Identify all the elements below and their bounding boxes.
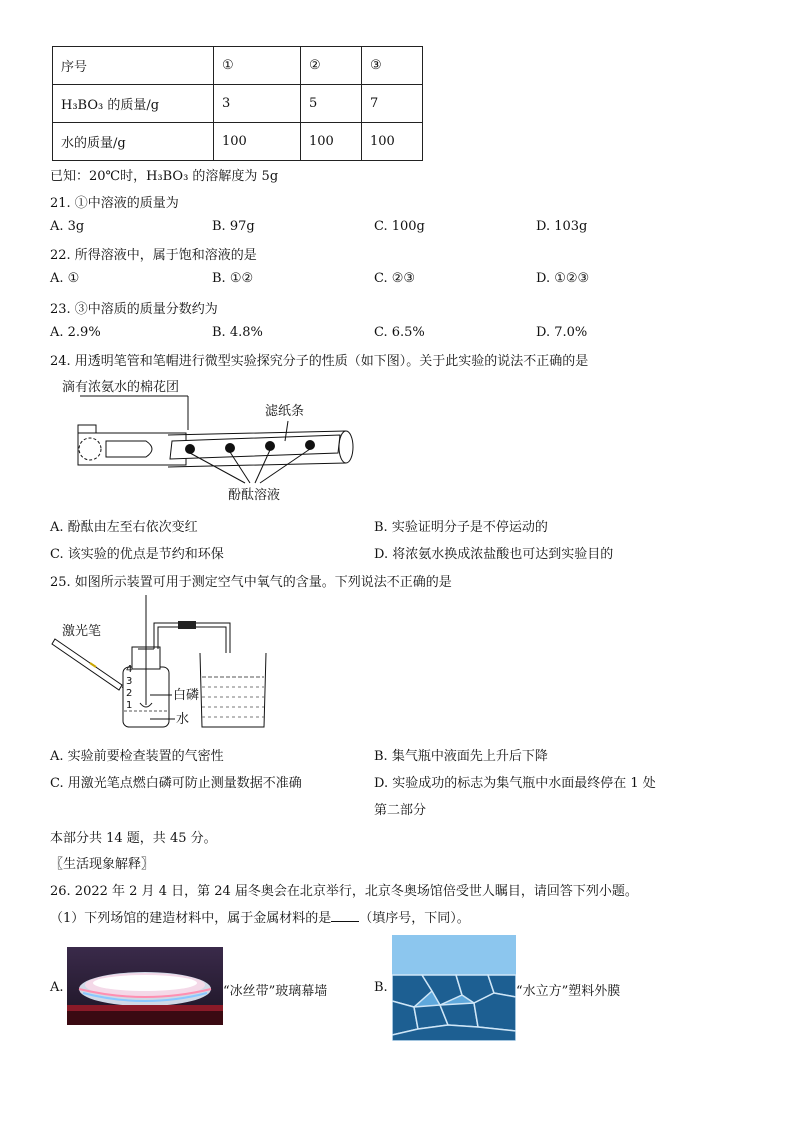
scale-mark: 2 bbox=[126, 688, 133, 699]
pen-cap-clip bbox=[78, 425, 96, 433]
scale-mark: 4 bbox=[126, 664, 133, 675]
table-cell: ① bbox=[214, 47, 301, 85]
option-25-d: D. 实验成功的标志为集气瓶中水面最终停在 1 处 bbox=[374, 776, 656, 791]
table-cell: 7 bbox=[362, 85, 423, 123]
water-cube-image bbox=[392, 935, 516, 1041]
table-cell: 100 bbox=[301, 123, 362, 161]
phenolphthalein-drop bbox=[305, 440, 315, 450]
scale-mark: 3 bbox=[126, 676, 133, 687]
table-header-row bbox=[53, 47, 423, 85]
section-heading: 〖生活现象解释〗 bbox=[50, 857, 155, 872]
scale-mark: 1 bbox=[126, 700, 133, 711]
ice-ribbon-stadium-image bbox=[67, 947, 223, 1025]
pen-tip bbox=[106, 441, 152, 457]
option-24-a: A. 酚酞由左至右依次变红 bbox=[50, 520, 198, 535]
option-26-b-letter: B. bbox=[374, 980, 388, 995]
option-23-a: A. 2.9% bbox=[50, 325, 101, 340]
table-row bbox=[53, 123, 423, 161]
option-24-b: B. 实验证明分子是不停运动的 bbox=[374, 520, 548, 535]
pen-tube-end bbox=[339, 431, 353, 463]
table-cell: H₃BO₃ 的质量/g bbox=[53, 85, 214, 123]
option-23-b: B. 4.8% bbox=[212, 325, 263, 340]
option-25-a: A. 实验前要检查装置的气密性 bbox=[50, 749, 224, 764]
question-26-stem: 26. 2022 年 2 月 4 日，第 24 届冬奥会在北京举行，北京冬奥场馆倍受世人瞩目，请回答下列小题。 bbox=[50, 884, 638, 899]
option-21-c: C. 100g bbox=[374, 219, 425, 234]
water-label: 水 bbox=[176, 712, 190, 727]
sub1-text: （1）下列场馆的建造材料中，属于金属材料的是 bbox=[50, 911, 332, 926]
table-cell: 100 bbox=[214, 123, 301, 161]
laser-pen-icon bbox=[52, 639, 122, 690]
sub1-text-after: （填序号，下同）。 bbox=[359, 911, 470, 926]
option-22-c: C. ②③ bbox=[374, 271, 416, 286]
question-21-stem: 21. ①中溶液的质量为 bbox=[50, 196, 179, 211]
option-22-d: D. ①②③ bbox=[536, 271, 590, 286]
white-phosphorus-label: 白磷 bbox=[173, 688, 200, 703]
table-cell: 5 bbox=[301, 85, 362, 123]
phenolphthalein-drop bbox=[185, 444, 195, 454]
question-26-sub1 bbox=[50, 907, 470, 926]
question-25-stem: 25. 如图所示装置可用于测定空气中氧气的含量。下列说法不正确的是 bbox=[50, 575, 452, 590]
known-note: 已知：20℃时，H₃BO₃ 的溶解度为 5g bbox=[50, 169, 279, 184]
table-cell: 水的质量/g bbox=[53, 123, 214, 161]
option-24-c: C. 该实验的优点是节约和环保 bbox=[50, 547, 224, 562]
rubber-tube-clamp bbox=[178, 621, 196, 629]
answer-blank[interactable] bbox=[331, 909, 359, 922]
option-21-b: B. 97g bbox=[212, 219, 255, 234]
option-25-c: C. 用激光笔点燃白磷可防止测量数据不准确 bbox=[50, 776, 302, 791]
table-row bbox=[53, 85, 423, 123]
molecule-experiment-figure bbox=[60, 375, 380, 505]
question-24-stem: 24. 用透明笔管和笔帽进行微型实验探究分子的性质（如下图）。关于此实验的说法不正确的是 bbox=[50, 354, 589, 369]
option-24-d: D. 将浓氨水换成浓盐酸也可达到实验目的 bbox=[374, 547, 614, 562]
cotton-label: 滴有浓氨水的棉花团 bbox=[62, 380, 180, 395]
option-26-b-caption: “水立方”塑料外膜 bbox=[516, 984, 621, 999]
beaker bbox=[200, 653, 266, 727]
table-cell: 序号 bbox=[53, 47, 214, 85]
table-cell: ③ bbox=[362, 47, 423, 85]
phenolphthalein-label: 酚酞溶液 bbox=[228, 488, 281, 503]
table-cell: 100 bbox=[362, 123, 423, 161]
option-26-a-caption: “冰丝带”玻璃幕墙 bbox=[223, 984, 328, 999]
question-23-stem: 23. ③中溶质的质量分数约为 bbox=[50, 302, 218, 317]
option-23-d: D. 7.0% bbox=[536, 325, 588, 340]
filter-paper-label: 滤纸条 bbox=[265, 404, 305, 419]
option-25-b: B. 集气瓶中液面先上升后下降 bbox=[374, 749, 548, 764]
oxygen-content-apparatus-figure bbox=[50, 593, 275, 733]
part-intro: 本部分共 14 题，共 45 分。 bbox=[50, 831, 217, 846]
option-22-b: B. ①② bbox=[212, 271, 254, 286]
option-23-c: C. 6.5% bbox=[374, 325, 425, 340]
table-cell: 3 bbox=[214, 85, 301, 123]
phenolphthalein-drop bbox=[265, 441, 275, 451]
option-21-a: A. 3g bbox=[50, 219, 85, 234]
laser-pen-label: 激光笔 bbox=[62, 624, 102, 639]
phenolphthalein-drop bbox=[225, 443, 235, 453]
option-22-a: A. ① bbox=[50, 271, 80, 286]
option-21-d: D. 103g bbox=[536, 219, 588, 234]
table-cell: ② bbox=[301, 47, 362, 85]
cotton-ball-icon bbox=[79, 438, 101, 460]
data-table bbox=[52, 46, 423, 161]
option-26-a-letter: A. bbox=[50, 980, 64, 995]
question-22-stem: 22. 所得溶液中，属于饱和溶液的是 bbox=[50, 248, 257, 263]
part-title: 第二部分 bbox=[374, 803, 427, 818]
